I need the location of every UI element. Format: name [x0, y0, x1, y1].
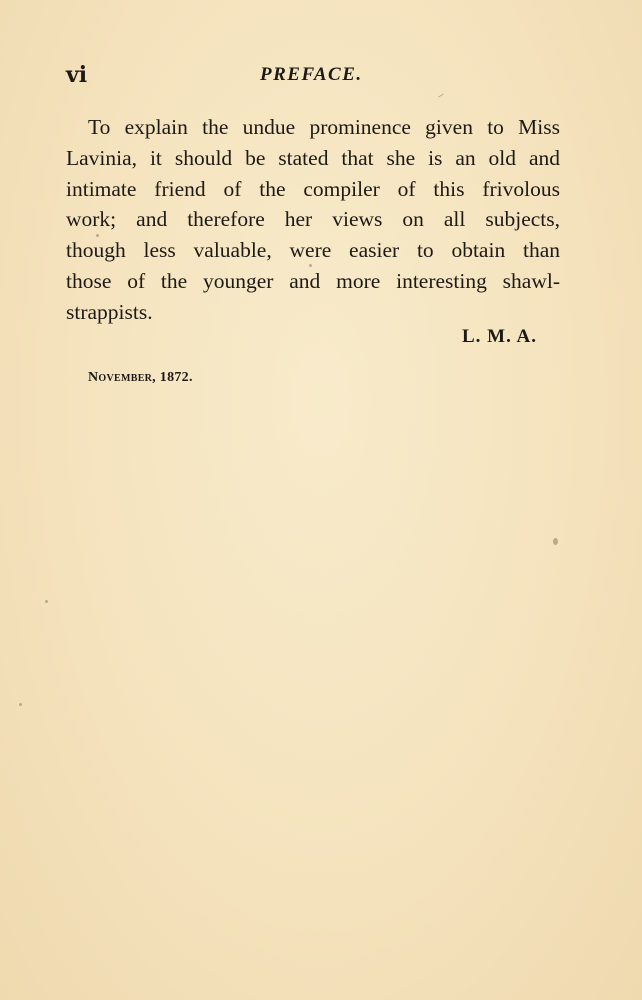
page-number: vi: [66, 62, 88, 88]
paragraph-line: strappists.: [66, 299, 153, 324]
paper-speck: [96, 234, 99, 237]
running-title: PREFACE.: [260, 64, 363, 85]
dateline: November, 1872.: [88, 370, 193, 385]
paragraph-line: intimate friend of the compiler of this frivolous: [66, 176, 560, 201]
paragraph-line: those of the younger and more interesting shawl-: [66, 268, 560, 293]
paragraph-line: though less valuable, were easier to obtain than: [66, 238, 560, 263]
page-header: [66, 62, 560, 92]
preface-paragraph: [66, 112, 560, 328]
paragraph-line: To explain the undue prominence given to Miss: [88, 115, 560, 139]
paper-speck: [438, 94, 444, 98]
paper-speck: [19, 703, 22, 706]
author-signature: L. M. A.: [462, 326, 538, 347]
paper-speck: [553, 538, 558, 545]
paper-speck: [45, 600, 48, 603]
paragraph-line: Lavinia, it should be stated that she is an old and: [66, 145, 560, 170]
paper-speck: [309, 264, 312, 267]
paragraph-line: work; and therefore her views on all subjects,: [66, 207, 560, 232]
